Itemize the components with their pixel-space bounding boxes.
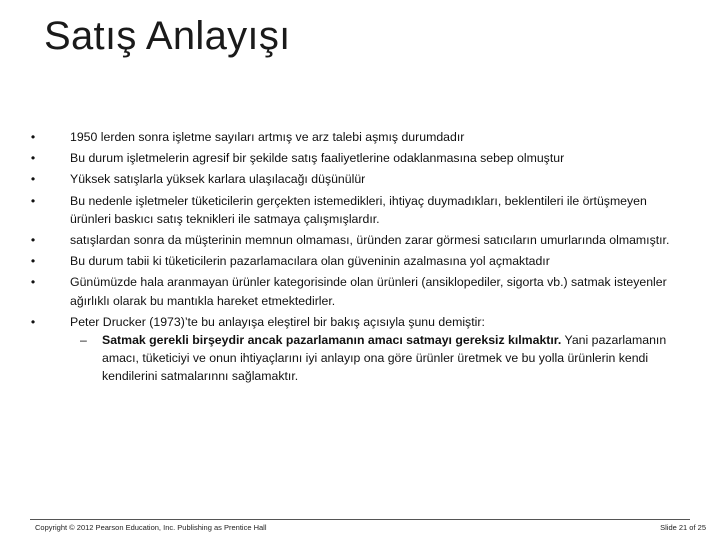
slide-number: Slide 21 of 25: [660, 523, 706, 532]
bullet-marker: •: [30, 130, 36, 144]
bullet-marker: •: [30, 233, 36, 248]
footer-divider: [30, 519, 690, 520]
bullet-text: Bu nedenle işletmeler tüketicilerin gerçekten istemedikleri, ihtiyaç duymadıkları, beklentileri ile örtüşmeyen ürünleri baskıcı satış teknikleri ile satmaya çalışmışlardır.: [70, 193, 647, 226]
bullet-item: [26, 313, 682, 386]
bullet-text: Bu durum işletmelerin agresif bir şekilde satış faaliyetlerine odaklanmasına sebep olmuştur: [70, 151, 565, 166]
bullet-marker: •: [30, 172, 36, 187]
bullet-item: [26, 252, 682, 270]
bullet-text: 1950 lerden sonra işletme sayıları artmış ve arz talebi aşmış durumdadır: [70, 130, 465, 144]
bullet-text: Bu durum tabii ki tüketicilerin pazarlamacılara olan güveninin azalmasına yol açmaktadır: [70, 254, 550, 269]
bullet-item: [26, 170, 682, 188]
bullet-marker: •: [30, 254, 36, 269]
bullet-marker: •: [30, 151, 36, 166]
bullet-item: [26, 149, 682, 167]
bullet-marker: •: [30, 275, 36, 290]
quote-continuation: Yani pazarlamanın amacı, tüketiciyi ve onun ihtiyaçlarını iyi anlayıp ona göre ürünler üretmek ve bu yolla ürünlerin kendi kendilerini satmalarınnı sağlamaktır.: [102, 333, 667, 384]
footer-copyright: Copyright © 2012 Pearson Education, Inc. Publishing as Prentice Hall: [35, 523, 267, 532]
bullet-item: [26, 273, 682, 309]
quote-emphasis: Satmak gerekli birşeydir ancak pazarlamanın amacı satmayı gereksiz kılmaktır.: [102, 333, 562, 348]
bullet-list: [26, 128, 682, 386]
bullet-marker: •: [30, 314, 36, 329]
sub-bullet-marker: –: [80, 333, 87, 348]
bullet-text: satışlardan sonra da müşterinin memnun olmaması, üründen zarar görmesi satıcıların umurlarında olmamıştır.: [70, 233, 670, 248]
bullet-item: [26, 192, 682, 228]
bullet-text: Yüksek satışlarla yüksek karlara ulaşılacağı düşünülür: [70, 172, 366, 187]
bullet-item: [26, 128, 682, 146]
bullet-item: [26, 231, 682, 249]
slide-title: Satış Anlayışı: [44, 14, 291, 58]
bullet-text: Günümüzde hala aranmayan ürünler kategorisinde olan ürünleri (ansiklopediler, sigorta vb.) satmak isteyenler ağırlıklı olarak bu mantıkla hareket etmektedirler.: [70, 275, 667, 308]
sub-bullet-item: [70, 331, 682, 386]
bullet-marker: •: [30, 193, 36, 208]
bullet-text: Peter Drucker (1973)’te bu anlayışa eleştirel bir bakış açısıyla şunu demiştir:: [70, 314, 485, 329]
sub-bullet-list: [70, 331, 682, 386]
slide-content: [26, 128, 682, 389]
